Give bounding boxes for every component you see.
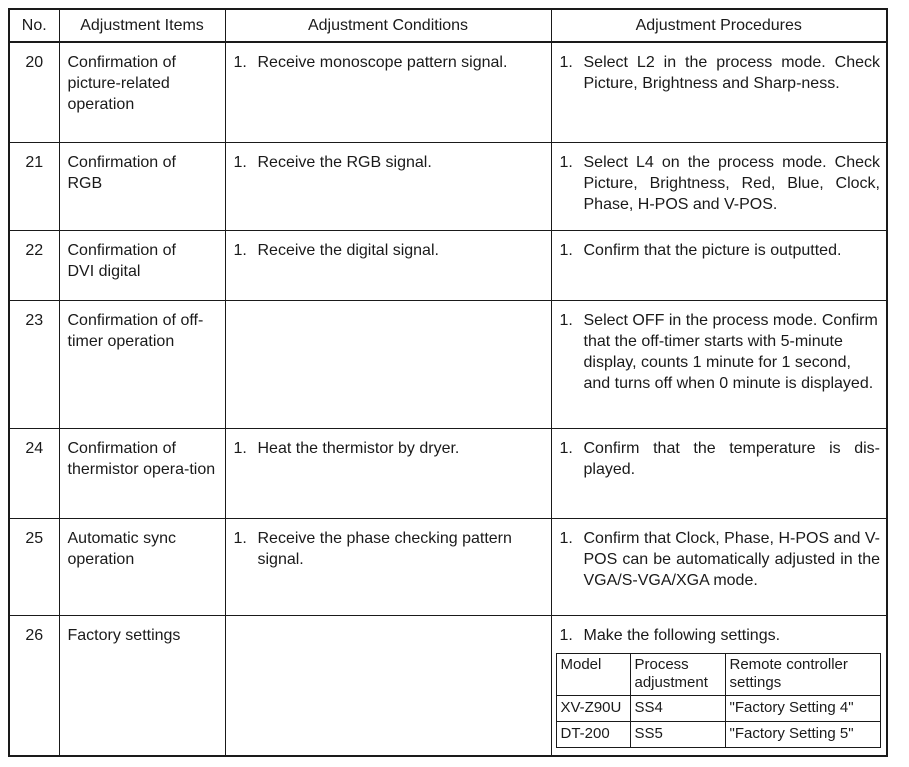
adjustment-procedure <box>551 518 887 615</box>
step-text: Make the following settings. <box>583 626 781 644</box>
step-number: 1. <box>559 439 573 457</box>
procedure-step <box>560 438 881 480</box>
step-number: 1. <box>559 529 573 547</box>
step-number: 1. <box>233 529 247 547</box>
adjustment-procedure <box>551 230 887 300</box>
table-row <box>9 615 887 756</box>
procedure-step <box>560 152 881 215</box>
row-number: 22 <box>9 230 59 300</box>
adjustment-item <box>59 300 225 428</box>
adjustment-procedure <box>551 42 887 142</box>
adjustment-item <box>59 142 225 230</box>
adjustment-item-text: Confirmation of thermistor opera-tion <box>67 439 216 478</box>
row-number: 24 <box>9 428 59 518</box>
adjustment-item <box>59 518 225 615</box>
adjustment-condition <box>225 230 551 300</box>
settings-process-adjustment: SS4 <box>630 695 725 721</box>
step-text: Confirm that Clock, Phase, H-POS and V-POS can be automatically adjusted in the VGA/S-VGA/XGA mode. <box>583 529 880 589</box>
step-text: Receive the RGB signal. <box>257 153 432 171</box>
header-no: No. <box>9 9 59 42</box>
step-number: 1. <box>559 153 573 171</box>
step-number: 1. <box>233 241 247 259</box>
table-row <box>9 428 887 518</box>
condition-step <box>234 240 545 261</box>
settings-remote-controller: "Factory Setting 4" <box>725 695 880 721</box>
condition-step <box>234 152 545 173</box>
row-number: 20 <box>9 42 59 142</box>
adjustment-procedure <box>551 428 887 518</box>
adjustment-item-text: Confirmation of DVI digital <box>67 241 176 280</box>
condition-step <box>234 528 545 570</box>
condition-step <box>234 438 545 459</box>
table-row <box>9 42 887 142</box>
adjustment-condition <box>225 428 551 518</box>
procedure-step <box>560 528 881 591</box>
step-number: 1. <box>233 153 247 171</box>
header-row <box>9 9 887 42</box>
settings-remote-controller: "Factory Setting 5" <box>725 721 880 747</box>
settings-header-model: Model <box>556 653 630 695</box>
step-number: 1. <box>559 54 573 71</box>
adjustment-procedure <box>551 142 887 230</box>
adjustment-item-text: Confirmation of off-timer operation <box>67 311 204 350</box>
row-number: 26 <box>9 615 59 756</box>
factory-settings-table <box>556 653 881 748</box>
adjustment-item <box>59 42 225 142</box>
row-number: 25 <box>9 518 59 615</box>
adjustment-item-text: Confirmation of RGB <box>67 153 176 192</box>
adjustment-condition <box>225 615 551 756</box>
header-adjustment-items: Adjustment Items <box>59 9 225 42</box>
step-number: 1. <box>559 241 573 259</box>
settings-process-adjustment: SS5 <box>630 721 725 747</box>
table-row <box>9 142 887 230</box>
step-text: Select L4 on the process mode. Check Picture, Brightness, Red, Blue, Clock, Phase, H-POS and V-POS. <box>583 153 880 213</box>
step-text: Select OFF in the process mode. Confirm that the off-timer starts with 5-minute display, counts 1 minute for 1 second, and turns off when 0 minute is displayed. <box>583 311 878 392</box>
procedure-step <box>560 625 881 646</box>
settings-model: DT-200 <box>556 721 630 747</box>
step-text: Receive the digital signal. <box>257 241 439 259</box>
adjustment-table <box>8 8 888 757</box>
step-text: Confirm that the picture is outputted. <box>583 241 842 259</box>
table-row <box>9 230 887 300</box>
adjustment-procedure <box>551 615 887 756</box>
step-text: Heat the thermistor by dryer. <box>257 439 460 457</box>
adjustment-item-text: Factory settings <box>67 626 181 644</box>
procedure-step <box>560 310 881 394</box>
procedure-step <box>560 52 881 94</box>
settings-header-remote-controller: Remote controller settings <box>725 653 880 695</box>
step-number: 1. <box>559 311 573 329</box>
adjustment-condition <box>225 42 551 142</box>
settings-model: XV-Z90U <box>556 695 630 721</box>
adjustment-item-text: Automatic sync operation <box>67 529 176 568</box>
adjustment-item <box>59 230 225 300</box>
adjustment-procedure <box>551 300 887 428</box>
step-text: Confirm that the temperature is dis-played. <box>583 439 880 478</box>
settings-row <box>556 721 880 747</box>
adjustment-item <box>59 615 225 756</box>
header-adjustment-procedures: Adjustment Procedures <box>551 9 887 42</box>
header-adjustment-conditions: Adjustment Conditions <box>225 9 551 42</box>
adjustment-condition <box>225 142 551 230</box>
settings-header-process-adjustment: Process adjustment <box>630 653 725 695</box>
step-text: Receive the phase checking pattern signal. <box>257 529 512 568</box>
settings-header-row <box>556 653 880 695</box>
row-number: 21 <box>9 142 59 230</box>
adjustment-sheet <box>8 8 886 757</box>
step-text: Receive monoscope pattern signal. <box>257 54 508 71</box>
adjustment-item <box>59 428 225 518</box>
step-number: 1. <box>233 54 247 71</box>
adjustment-item-text: Confirmation of picture-related operation <box>67 54 176 113</box>
table-row <box>9 300 887 428</box>
procedure-step <box>560 240 881 261</box>
step-number: 1. <box>233 439 247 457</box>
step-number: 1. <box>559 626 573 644</box>
row-number: 23 <box>9 300 59 428</box>
adjustment-condition <box>225 518 551 615</box>
step-text: Select L2 in the process mode. Check Picture, Brightness and Sharp-ness. <box>583 54 880 92</box>
condition-step <box>234 52 545 73</box>
settings-row <box>556 695 880 721</box>
adjustment-condition <box>225 300 551 428</box>
table-row <box>9 518 887 615</box>
